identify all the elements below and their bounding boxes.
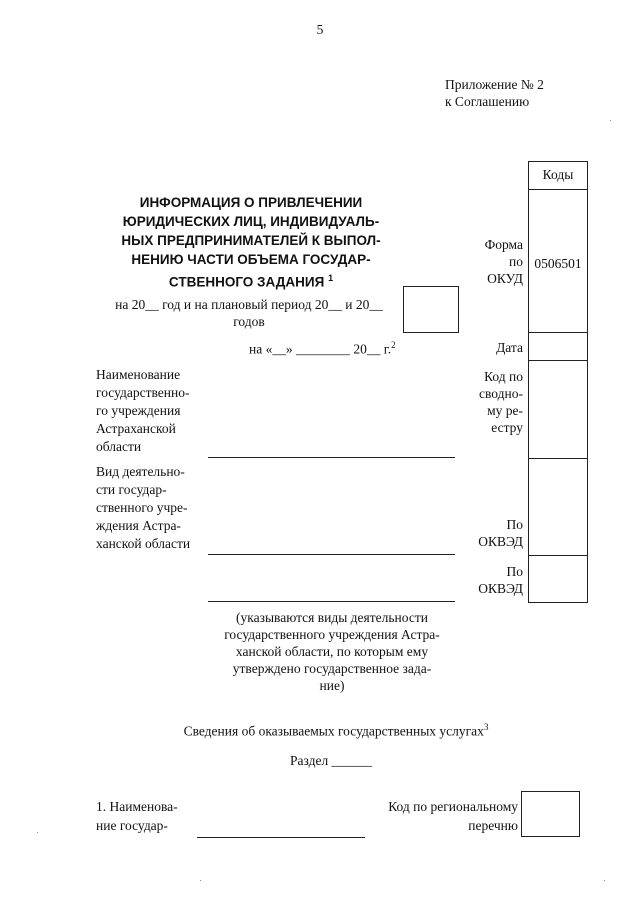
note-line-3: ханской области, по которым ему <box>235 644 429 659</box>
institution-line-4: Астраханской <box>96 421 176 436</box>
activity-line-5: ханской области <box>96 536 191 551</box>
regional-code-line-1: Код по региональному <box>388 799 518 814</box>
title-line-2: ЮРИДИЧЕСКИХ ЛИЦ, ИНДИВИДУАЛЬ- <box>122 214 380 229</box>
services-footnote: 3 <box>483 722 489 732</box>
title-line-3: НЫХ ПРЕДПРИНИМАТЕЛЕЙ К ВЫПОЛ- <box>121 233 381 248</box>
service-name-label <box>96 797 178 835</box>
okud-text: ОКУД <box>487 271 523 286</box>
kod-po-label: Код по <box>484 369 523 384</box>
period-line-2: годов <box>233 314 265 329</box>
period-text <box>96 296 402 330</box>
title-line-4: НЕНИЮ ЧАСТИ ОБЪЕМА ГОСУДАР- <box>131 252 371 267</box>
title-line-1: ИНФОРМАЦИЯ О ПРИВЛЕЧЕНИИ <box>139 195 363 210</box>
services-heading-text: Сведения об оказываемых государственных услугах <box>183 723 484 739</box>
okved-cell-1[interactable] <box>529 459 587 556</box>
mu-re-label: му ре- <box>487 403 523 418</box>
okved-text-2: ОКВЭД <box>478 581 523 596</box>
activity-line-2: сти государ- <box>96 482 167 497</box>
activity-type-field-2[interactable] <box>208 601 455 602</box>
activity-line-1: Вид деятельно- <box>96 464 185 479</box>
estru-label: естру <box>491 420 523 435</box>
period-line-1: на 20__ год и на плановый период 20__ и 20__ <box>115 297 383 312</box>
okud-label <box>460 236 523 287</box>
codes-header: Коды <box>542 167 574 182</box>
svodny-reestr-cell[interactable] <box>529 361 587 459</box>
activity-line-4: ждения Астра- <box>96 518 181 533</box>
okved-po-1: По <box>506 517 523 532</box>
activity-type-field-1[interactable] <box>208 554 455 555</box>
codes-header-cell <box>529 162 587 190</box>
institution-line-3: го учреждения <box>96 403 181 418</box>
activity-type-label <box>96 463 190 553</box>
services-heading <box>150 722 522 740</box>
document-title <box>96 193 406 292</box>
date-line-text: на «__» ________ 20__ г. <box>249 341 392 357</box>
okved-label-1 <box>460 516 523 550</box>
service-name-line-2: ние государ- <box>96 818 168 833</box>
forma-label: Форма <box>484 237 523 252</box>
regional-code-box[interactable] <box>521 791 580 837</box>
okud-cell[interactable] <box>529 190 587 333</box>
appendix-reference <box>445 76 544 110</box>
note-line-4: утверждено государственное зада- <box>232 661 432 676</box>
regional-code-label <box>360 797 518 835</box>
po-label: по <box>509 254 523 269</box>
service-name-field[interactable] <box>197 837 365 838</box>
note-line-5: ние) <box>319 678 345 693</box>
appendix-line-2: к Соглашению <box>445 94 530 109</box>
svodny-reestr-label <box>450 368 523 436</box>
appendix-line-1: Приложение № 2 <box>445 77 544 92</box>
section-label: Раздел ______ <box>290 753 373 768</box>
okud-value: 0506501 <box>534 256 582 271</box>
institution-line-5: области <box>96 439 142 454</box>
date-label: Дата <box>496 340 523 355</box>
date-line <box>249 340 396 358</box>
title-line-5-text: СТВЕННОГО ЗАДАНИЯ <box>168 274 325 290</box>
period-code-box[interactable] <box>403 286 459 333</box>
okved-label-2 <box>460 563 523 597</box>
institution-line-2: государственно- <box>96 385 190 400</box>
svodno-label: сводно- <box>479 386 523 401</box>
institution-name-field[interactable] <box>208 457 455 458</box>
regional-code-line-2: перечню <box>468 818 518 833</box>
date-code-cell[interactable] <box>529 333 587 361</box>
okved-po-2: По <box>506 564 523 579</box>
note-line-1: (указываются виды деятельности <box>236 610 428 625</box>
institution-line-1: Наименование <box>96 367 181 382</box>
note-line-2: государственного учреждения Астра- <box>224 627 440 642</box>
service-name-line-1: 1. Наименова- <box>96 799 178 814</box>
title-line-5 <box>96 269 406 292</box>
title-footnote: 1 <box>328 273 334 283</box>
codes-column <box>528 161 588 603</box>
activity-note <box>208 609 456 694</box>
institution-name-label <box>96 366 190 456</box>
okved-text-1: ОКВЭД <box>478 534 523 549</box>
activity-line-3: ственного учре- <box>96 500 188 515</box>
okved-cell-2[interactable] <box>529 556 587 604</box>
date-footnote: 2 <box>391 340 396 350</box>
page-number: 5 <box>316 22 324 37</box>
